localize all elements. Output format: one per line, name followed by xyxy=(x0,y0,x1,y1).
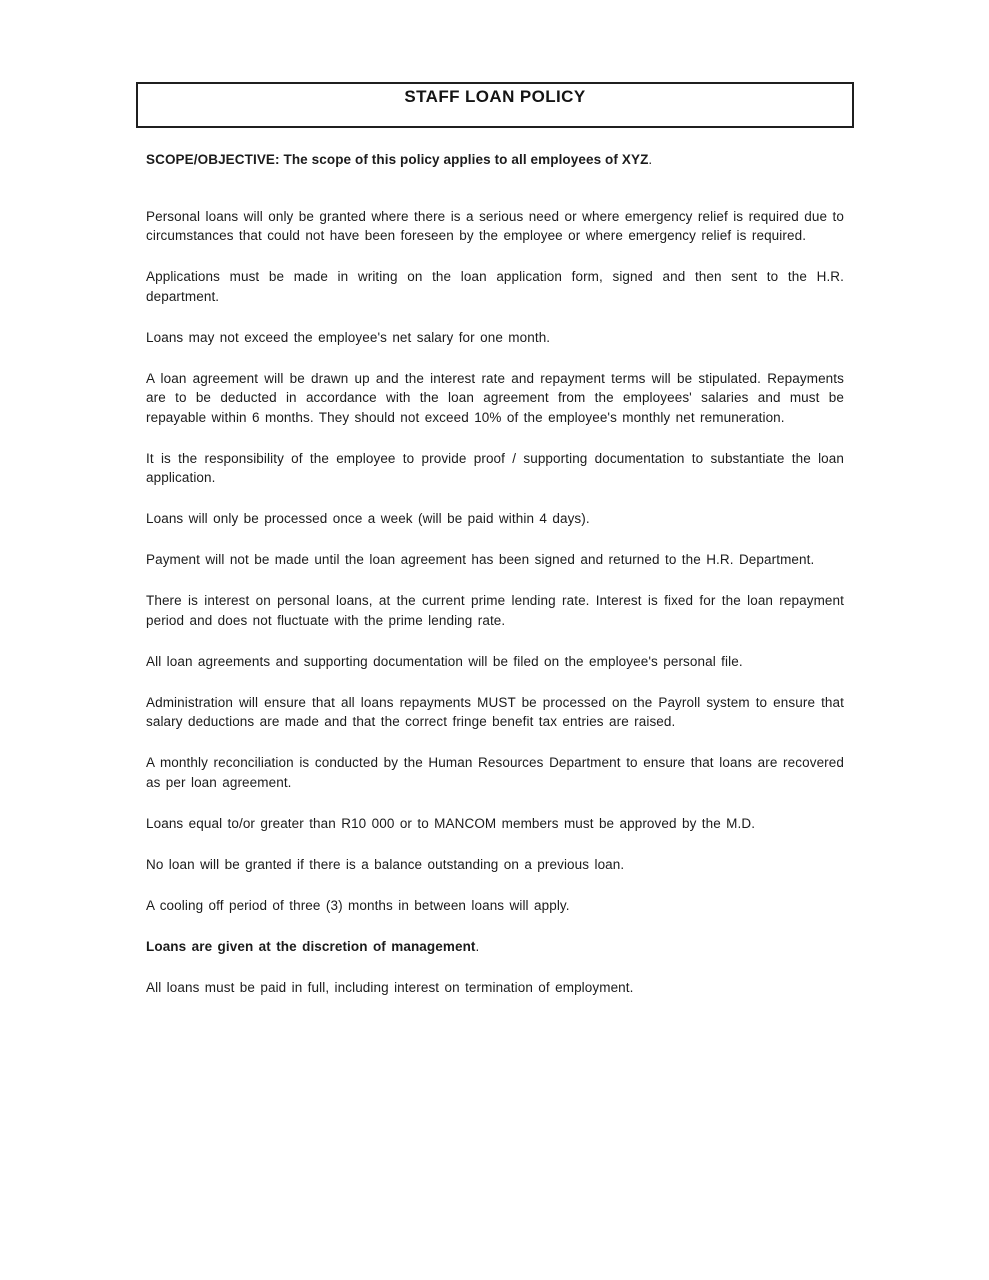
policy-paragraph-personal-loans: Personal loans will only be granted where there is a serious need or where emergency relief is required due to circumstances that could not have been foreseen by the employee or where emergency relief is required. xyxy=(146,208,844,243)
policy-paragraph-md-approval: Loans equal to/or greater than R10 000 or to MANCOM members must be approved by the M.D. xyxy=(146,815,756,831)
management-discretion-period: . xyxy=(475,938,480,954)
policy-paragraph-cooling-off: A cooling off period of three (3) months in between loans will apply. xyxy=(146,897,570,913)
policy-paragraph-applications: Applications must be made in writing on the loan application form, signed and then sent to the H.R. department. xyxy=(146,269,844,304)
policy-paragraph-processing-schedule: Loans will only be processed once a week (will be paid within 4 days). xyxy=(146,511,590,526)
policy-paragraph-termination-repayment: All loans must be paid in full, including interest on termination of employment. xyxy=(146,979,634,995)
policy-paragraph-interest-rate: There is interest on personal loans, at the current prime lending rate. Interest is fixed for the loan repayment period and does not fluctuate with the prime lending rate. xyxy=(146,593,844,628)
policy-paragraph-net-salary-limit: Loans may not exceed the employee's net salary for one month. xyxy=(146,329,551,345)
policy-paragraph-filing: All loan agreements and supporting documentation will be filed on the employee's personal file. xyxy=(146,653,743,669)
document-title: STAFF LOAN POLICY xyxy=(404,87,586,106)
policy-paragraph-loan-agreement: A loan agreement will be drawn up and the interest rate and repayment terms will be stipulated. Repayments are to be deducted in accordance with the loan agreement from the employees' salaries and must be repayable within 6 months. They should not exceed 10% of the employee's monthly net remuneration. xyxy=(146,370,844,425)
management-discretion-bold-text: Loans are given at the discretion of management xyxy=(146,938,476,954)
policy-paragraph-management-discretion xyxy=(146,937,844,957)
policy-paragraph-payment-condition: Payment will not be made until the loan agreement has been signed and returned to the H.R. Department. xyxy=(146,552,815,567)
policy-paragraph-outstanding-balance: No loan will be granted if there is a balance outstanding on a previous loan. xyxy=(146,856,625,872)
policy-paragraph-monthly-reconciliation: A monthly reconciliation is conducted by the Human Resources Department to ensure that loans are recovered as per loan agreement. xyxy=(146,755,844,790)
document-body xyxy=(146,150,844,1019)
title-box xyxy=(136,82,854,128)
scope-objective-period: . xyxy=(648,152,653,167)
policy-paragraph-proof-responsibility: It is the responsibility of the employee to provide proof / supporting documentation to substantiate the loan application. xyxy=(146,450,844,485)
policy-paragraph-payroll-administration: Administration will ensure that all loans repayments MUST be processed on the Payroll system to ensure that salary deductions are made and that the correct fringe benefit tax entries are raised. xyxy=(146,694,844,729)
scope-objective-bold-text: SCOPE/OBJECTIVE: The scope of this policy applies to all employees of XYZ xyxy=(146,152,649,167)
scope-objective-line xyxy=(146,150,844,170)
